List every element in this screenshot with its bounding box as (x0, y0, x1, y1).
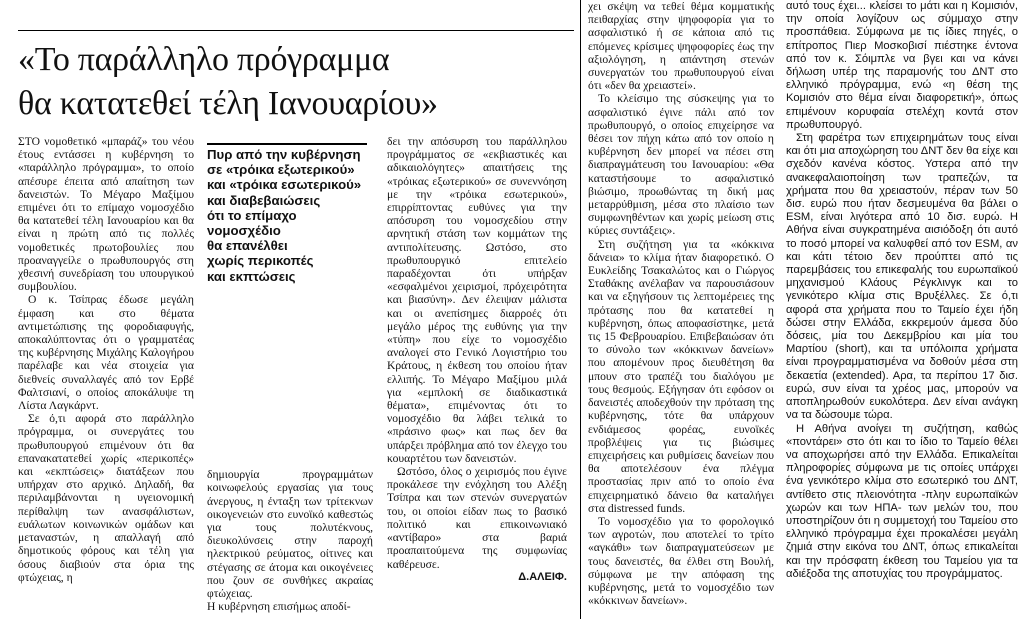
pull-quote-line: και διαβεβαιώσεις (207, 192, 321, 208)
article-column-2 (207, 455, 373, 619)
article-column-1 (18, 135, 194, 619)
headline (18, 38, 578, 126)
article-column-5 (786, 0, 1018, 619)
pull-quote-line: και εκπτώσεις (207, 268, 296, 284)
author-signature: Δ.ΑΛΕΙΦ. (518, 570, 567, 583)
headline-line-2: θα κατατεθεί τέλη Ιανουαρίου» (18, 85, 438, 122)
pull-quote (207, 143, 367, 284)
paragraph: Σε ό,τι αφορά στο παράλληλο πρόγραμμα, οι συνεργάτες του πρωθυπουργού επιμένουν ότι θα επανακατατεθεί χωρίς «περικοπές» και «εκπτώσεις» διατάξεων που υπήρχαν στο αρχικό. Δηλαδή, θα περιλαμβάνονται η υγειονομική περίθαλψη των ανασφάλιστων, ευάλωτων κοινωνικών ομάδων και μεταναστών, η απαλλαγή από δημοτικούς φόρους και τέλη για όσους διαβιούν στα όρια της φτώχειας, η (18, 412, 194, 584)
pull-quote-line: ότι το επίμαχο νομοσχέδιο (207, 207, 297, 239)
pull-quote-line: σε «τρόικα εξωτερικού» (207, 162, 355, 178)
paragraph: Η Αθήνα ανοίγει τη συζήτηση, καθώς «ποντάρει» στο ότι και το ίδιο το Ταμείο θέλει να αποχωρήσει από την Ελλάδα. Επικαλείται πληροφορίες σύμφωνα με τις οποίες υπάρχει ένα γενικότερο κλίμα στο εσωτερικό του ΔΝΤ, αντίθετο στις πλειονότητα -πλην ευρωπαϊκών χωρών και των ΗΠΑ- των μελών του, που υποστηρίζουν ότι η συμμετοχή του Ταμείου στο ελληνικό πρόγραμμα έχει προκαλέσει μεγάλη ζημιά στην εικόνα του ΔΝΤ, όπως επικαλείται και την πρόσφατη έκθεση του Ταμείου για τα αδιέξοδα της αποτυχίας του προγράμματος. (786, 422, 1018, 580)
pull-quote-line: θα επανέλθει (207, 238, 288, 254)
paragraph: Το κλείσιμο της σύσκεψης για το ασφαλιστικό έγινε πάλι από τον πρωθυπουργό, ο οποίος επιχείρησε να θέσει τον πήχη κάτω από τον οποίο η κυβέρνηση δεν μπορεί να πέσει στη διαπραγμάτευση του Ιανουαρίου: «Θα καταστήσουμε το ασφαλιστικό βιώσιμο, προωθώντας τη δική μας μεταρρύθμιση, μέσα στο πλαίσιο των συμφωνηθέντων και χωρίς μείωση στις κύριες συντάξεις». (588, 92, 774, 238)
article-column-3 (387, 135, 567, 619)
paragraph: Στη συζήτηση για τα «κόκκινα δάνεια» το κλίμα ήταν διαφορετικό. Ο Ευκλείδης Τσακαλώτος και ο Γιώργος Σταθάκης ανέλαβαν να παρουσιάσουν και να εξηγήσουν τις λεπτομέρειες της πρότασης που θα κατατεθεί η κυβέρνηση, όπως αποφασίστηκε, μετά τις 15 Φεβρουαρίου. Επιβεβαιώσαν ότι το σύνολο των «κόκκινων δανείων» που απομένουν προς διευθέτηση θα μπουν στο τραπέζι του διαλόγου με τους θεσμούς. Εξήγησαν ότι εφόσον οι δανειστές αποδεχθούν την πρόταση της κυβέρνησης, τότε θα υπάρχουν ενδιάμεσος φορέας, ευνοϊκές προβλέψεις για τις βιώσιμες επιχειρήσεις και ρυθμίσεις δανείων που θα αποτελέσουν ένα πλέγμα προστασίας πριν από το οποίο ένα επιχειρηματικό δάνειο θα καταλήγει στα distressed funds. (588, 237, 774, 515)
paragraph: δημιουργία προγραμμάτων κοινωφελούς εργασίας για τους άνεργους, η ένταξη των τρίτεκνων οικογενειών στο ευνοϊκό καθεστώς για τους πολυτέκνους, διευκολύνσεις στην παροχή ηλεκτρικού ρεύματος, οίτινες και στέγασης σε άτομα και οικογένειες που ζουν σε συνθήκες ακραίας φτώχειας. Η κυβέρνηση επισήμως αποδί- (207, 468, 373, 614)
headline-line-1: «Το παράλληλο πρόγραμμα (18, 41, 390, 78)
paragraph: αυτό τους έχει... κλείσει το μάτι και η Κομισιόν, την οποία λογίζουν ως σύμμαχο στην προσπάθεια. Σύμφωνα με τις ίδιες πηγές, ο επίτροπος Πιερ Μοσκοβισί πιέστηκε έντονα από τον κ. Σόιμπλε να βγει και να κάνει δήλωση υπέρ της παραμονής του ΔΝΤ στο ελληνικό πρόγραμμα, ενώ «η θέση της Κομισιόν στο θέμα είναι διαφορετική», όπως επιμένουν κορυφαία στελέχη κοντά στον πρωθυπουργό. (786, 0, 1018, 131)
pull-quote-line: χωρίς περικοπές (207, 253, 314, 269)
column-divider (580, 0, 581, 619)
paragraph: Ωστόσο, όλος ο χειρισμός που έγινε προκάλεσε την ενόχληση του Αλέξη Τσίπρα και των στενών συνεργατών του, οι οποίοι είδαν πως το βασικό πολιτικό και επικοινωνιακό «αντίβαρο» στα βαριά προαπαιτούμενα της συμφωνίας καθέρευσε. (387, 465, 567, 571)
paragraph: ΣΤΟ νομοθετικό «μπαράζ» του νέου έτους εντάσσει η κυβέρνηση το «παράλληλο πρόγραμμα», το οποίο απέσυρε έπειτα από απαίτηση των δανειστών. Το Μέγαρο Μαξίμου επιμένει ότι το επίμαχο νομοσχέδιο θα κατατεθεί τέλη Ιανουαρίου και θα είναι η πρώτη από τις πολλές νομοθετικές πρωτοβουλίες που προαναγγείλε ο πρωθυπουργός στη χθεσινή συνεδρίαση του υπουργικού συμβουλίου. (18, 135, 194, 294)
paragraph: Το νομοσχέδιο για το φορολογικό των αγροτών, που αποτελεί το τρίτο «αγκάθι» των διαπραγματεύσεων με τους δανειστές, θα έλθει στη Βουλή, σύμφωνα με την απόφαση της κυβέρνησης, μετά το νομοσχέδιο των «κόκκινων δανείων». (588, 514, 774, 608)
paragraph: χει σκέψη να τεθεί θέμα κομματικής πειθαρχίας στην ψηφοφορία για το ασφαλιστικό ή σε κάποια από τις επόμενες κρίσιμες ψηφοφορίες έως την αξιολόγηση, η απάντηση στενών συνεργατών του πρωθυπουργού είναι ότι «δεν θα χρειαστεί». (588, 0, 774, 93)
paragraph: δει την απόσυρση του παράλληλου προγράμματος σε «εκβιαστικές και αδικαιολόγητες» απαιτήσεις της «τρόικας εξωτερικού» σε συνεννόηση με την «τρόικα εσωτερικού», επιρρίπτοντας ευθύνες για την απόσυρση του νομοσχεδίου στην αρνητική στάση των κομμάτων της αντιπολίτευσης. Ωστόσο, στο πρωθυπουργικό επιτελείο παραδέχονται ότι υπήρξαν «εσφαλμένοι χειρισμοί, πρόχειρότητα και βιασύνη». Δεν έλειψαν μάλιστα και οι ανεπίσημες διαρροές ότι μεγάλο μέρος της ευθύνης για την «τύπη» που είχε το νομοσχέδιο αναλογεί στο Γενικό Λογιστήριο του Κράτους, η έκθεση του οποίου ήταν ελλιπής. Το Μέγαρο Μαξίμου μιλά για «εμπλοκή σε διαδικαστικά θέματα», επιμένοντας ότι το νομοσχέδιο θα λάβει τελικά το «πράσινο φως» και πως δεν θα υπάρξει πρόβλημα από τον έλεγχο του κουαρτέτου των δανειστών. (387, 135, 567, 465)
pull-quote-lead: Πυρ από την κυβέρνηση (207, 143, 367, 162)
top-rule (18, 30, 574, 31)
pull-quote-line: και «τρόικα εσωτερικού» (207, 177, 362, 193)
paragraph: Ο κ. Τσίπρας έδωσε μεγάλη έμφαση και στο θέματα αντιμετώπισης της φοροδιαφυγής, αποκαλύπτοντας ότι ο γραμματέας της κυβέρνησης Μιχάλης Καλογήρου παρέλαβε και νέα στοιχεία για διεθνείς συναλλαγές από τον Ερβέ Φαλτσιανί, ο οποίος αποκάλυψε τη Λίστα Λαγκάρντ. (18, 293, 194, 413)
article-column-4 (588, 0, 774, 619)
paragraph: Στη φαρέτρα των επιχειρημάτων τους είναι και ότι μια αποχώρηση του ΔΝΤ δεν θα είχε και σχεδόν κανένα κόστος. Υστερα από την ανακεφαλαιοποίηση των τραπεζών, τα χρήματα που θα χρειαστούν, πέραν των 50 δισ. ευρώ που ήταν δεσμευμένα θα βάλει ο ESM, είναι λιγότερα από 10 δισ. ευρώ. Η Αθήνα είναι συγκρατημένα αισιόδοξη ότι αυτό το ποσό μπορεί να καλυφθεί από τον ESM, αν και κάτι τέτοιο δεν προύπτει από τις παρεμβάσεις του επικεφαλής του ευρωπαϊκού μηχανισμού Κλάους Ρέγκλινγκ και το γενικότερο κλίμα στις Βρυξέλλες. Σε ό,τι αφορά στα χρήματα που το Ταμείο έχει ήδη δώσει στην Ελλάδα, εκκρεμούν άμεσα δύο δόσεις, μία του Δεκεμβρίου και μία του Μαρτίου (short), και τα υπόλοιπα χρήματα είναι προγραμματισμένα να δοθούν μέσα στη δεκαετία (extended). Αρα, τα περίπου 17 δισ. ευρώ, συν είναι τα χρέος μας, μπορούν να αποπληρωθούν ευκολότερα. Δεν είναι ανάγκη να τα δώσουμε τώρα. (786, 132, 1018, 422)
